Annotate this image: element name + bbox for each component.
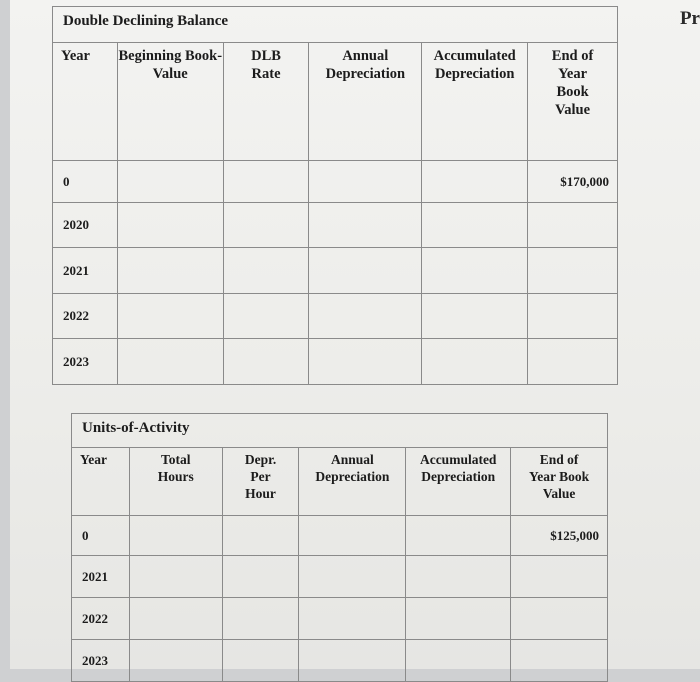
ddb-year-cell: 2023 bbox=[53, 339, 118, 385]
uoa-total-hours-cell[interactable] bbox=[129, 640, 222, 682]
uoa-header-accumulated-depreciation: Accumulated Depreciation bbox=[406, 448, 511, 516]
uoa-accumulated-depreciation-cell[interactable] bbox=[406, 516, 511, 556]
uoa-header-depr-per-hour: Depr. Per Hour bbox=[222, 448, 299, 516]
uoa-depr-per-hour-cell[interactable] bbox=[222, 598, 299, 640]
table-row bbox=[53, 339, 618, 385]
uoa-annual-depreciation-cell[interactable] bbox=[299, 640, 406, 682]
uoa-accumulated-depreciation-cell[interactable] bbox=[406, 640, 511, 682]
uoa-total-hours-cell[interactable] bbox=[129, 598, 222, 640]
uoa-end-value-cell[interactable] bbox=[511, 640, 608, 682]
ddb-annual-depreciation-cell[interactable] bbox=[309, 294, 422, 339]
uoa-accumulated-depreciation-cell[interactable] bbox=[406, 598, 511, 640]
ddb-header-annual-depreciation: Annual Depreciation bbox=[309, 43, 422, 161]
ddb-year-cell: 0 bbox=[53, 161, 118, 203]
ddb-annual-depreciation-cell[interactable] bbox=[309, 161, 422, 203]
table-row bbox=[72, 598, 608, 640]
ddb-beginning-book-value-cell[interactable] bbox=[117, 203, 223, 248]
uoa-end-value-cell[interactable] bbox=[511, 556, 608, 598]
uoa-year-cell: 2022 bbox=[72, 598, 130, 640]
ddb-beginning-book-value-cell[interactable] bbox=[117, 161, 223, 203]
ddb-header-accumulated-depreciation: Accumulated Depreciation bbox=[422, 43, 528, 161]
ddb-accumulated-depreciation-cell[interactable] bbox=[422, 203, 528, 248]
uoa-year-cell: 2021 bbox=[72, 556, 130, 598]
uoa-annual-depreciation-cell[interactable] bbox=[299, 516, 406, 556]
uoa-table bbox=[71, 413, 608, 682]
uoa-depr-per-hour-cell[interactable] bbox=[222, 640, 299, 682]
uoa-annual-depreciation-cell[interactable] bbox=[299, 556, 406, 598]
ddb-title: Double Declining Balance bbox=[53, 7, 618, 43]
page-corner-text: Pr bbox=[679, 8, 700, 29]
ddb-beginning-book-value-cell[interactable] bbox=[117, 339, 223, 385]
ddb-end-value-cell[interactable] bbox=[528, 339, 618, 385]
ddb-beginning-book-value-cell[interactable] bbox=[117, 248, 223, 294]
table-row bbox=[72, 640, 608, 682]
ddb-end-value-cell[interactable] bbox=[528, 203, 618, 248]
ddb-header-beginning-book-value: Beginning Book- Value bbox=[117, 43, 223, 161]
uoa-end-value-cell[interactable] bbox=[511, 598, 608, 640]
ddb-accumulated-depreciation-cell[interactable] bbox=[422, 339, 528, 385]
ddb-accumulated-depreciation-cell[interactable] bbox=[422, 248, 528, 294]
ddb-accumulated-depreciation-cell[interactable] bbox=[422, 294, 528, 339]
uoa-depr-per-hour-cell[interactable] bbox=[222, 556, 299, 598]
ddb-rate-cell[interactable] bbox=[223, 248, 309, 294]
table-row bbox=[53, 203, 618, 248]
uoa-total-hours-cell[interactable] bbox=[129, 556, 222, 598]
uoa-annual-depreciation-cell[interactable] bbox=[299, 598, 406, 640]
table-row bbox=[72, 556, 608, 598]
uoa-end-value-cell: $125,000 bbox=[511, 516, 608, 556]
ddb-end-value-cell[interactable] bbox=[528, 294, 618, 339]
ddb-rate-cell[interactable] bbox=[223, 294, 309, 339]
ddb-header-end-of-year-book-value: End of Year Book Value bbox=[528, 43, 618, 161]
uoa-depr-per-hour-cell[interactable] bbox=[222, 516, 299, 556]
ddb-year-cell: 2020 bbox=[53, 203, 118, 248]
ddb-rate-cell[interactable] bbox=[223, 339, 309, 385]
uoa-year-cell: 0 bbox=[72, 516, 130, 556]
ddb-end-value-cell: $170,000 bbox=[528, 161, 618, 203]
ddb-header-dlb-rate: DLB Rate bbox=[223, 43, 309, 161]
uoa-header-year: Year bbox=[72, 448, 130, 516]
uoa-total-hours-cell[interactable] bbox=[129, 516, 222, 556]
ddb-annual-depreciation-cell[interactable] bbox=[309, 339, 422, 385]
table-row bbox=[53, 294, 618, 339]
ddb-annual-depreciation-cell[interactable] bbox=[309, 203, 422, 248]
uoa-accumulated-depreciation-cell[interactable] bbox=[406, 556, 511, 598]
ddb-year-cell: 2022 bbox=[53, 294, 118, 339]
uoa-header-end-of-year-book-value: End of Year Book Value bbox=[511, 448, 608, 516]
ddb-end-value-cell[interactable] bbox=[528, 248, 618, 294]
ddb-annual-depreciation-cell[interactable] bbox=[309, 248, 422, 294]
table-row bbox=[72, 516, 608, 556]
ddb-accumulated-depreciation-cell[interactable] bbox=[422, 161, 528, 203]
table-row bbox=[53, 161, 618, 203]
uoa-title: Units-of-Activity bbox=[72, 414, 608, 448]
ddb-rate-cell[interactable] bbox=[223, 203, 309, 248]
ddb-header-year: Year bbox=[53, 43, 118, 161]
uoa-header-annual-depreciation: Annual Depreciation bbox=[299, 448, 406, 516]
uoa-year-cell: 2023 bbox=[72, 640, 130, 682]
ddb-beginning-book-value-cell[interactable] bbox=[117, 294, 223, 339]
ddb-rate-cell[interactable] bbox=[223, 161, 309, 203]
ddb-table bbox=[52, 6, 618, 385]
table-row bbox=[53, 248, 618, 294]
uoa-header-total-hours: Total Hours bbox=[129, 448, 222, 516]
worksheet-page bbox=[10, 0, 700, 669]
ddb-year-cell: 2021 bbox=[53, 248, 118, 294]
